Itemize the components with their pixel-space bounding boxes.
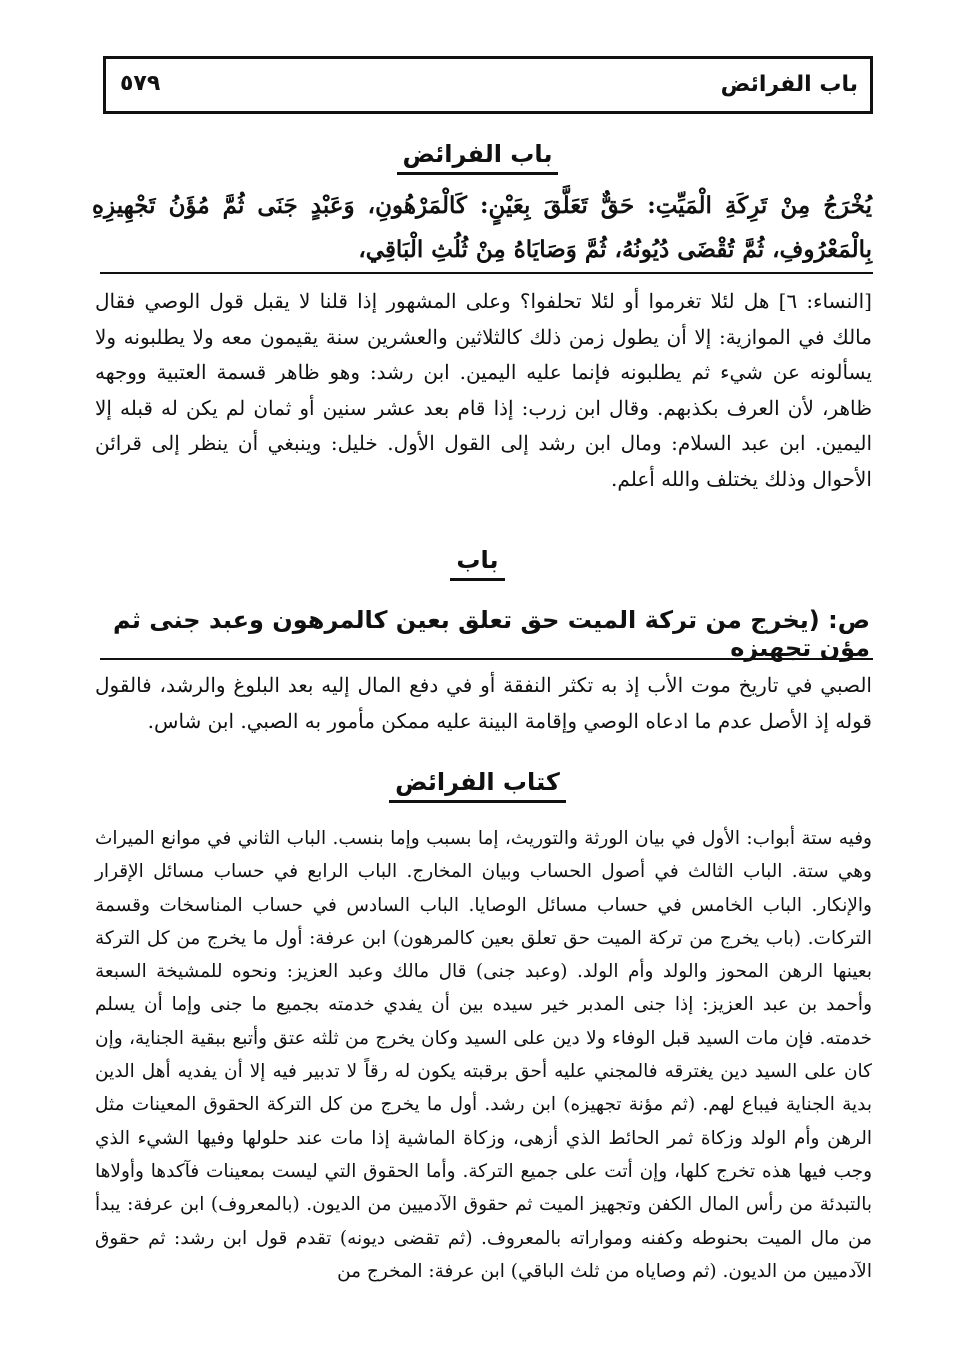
commentary-paragraph: الصبي في تاريخ موت الأب إذ به تكثر النفقة أو في دفع المال إليه بعد البلوغ والرشد، فالقول قوله إذ الأصل عدم ما ادعاه الوصي وإقامة البينة عليه ممكن مأمور به الصبي. ابن شاس. <box>95 673 872 733</box>
page-number: ٥٧٩ <box>120 71 161 96</box>
sad-matn-line: ص: (يخرج من تركة الميت حق تعلق بعين كالمرهون وعبد جنى ثم مؤن تجهيزه <box>113 606 870 662</box>
running-header-title: باب الفرائض <box>720 72 858 97</box>
section-heading-text: كتاب الفرائض <box>389 768 566 803</box>
running-header <box>103 56 873 114</box>
commentary-paragraph: [النساء: ٦] هل لئلا تغرموا أو لئلا تحلفوا؟ وعلى المشهور إذا قلنا لا يقبل قول الوصي فقال مالك في الموازية: إلا أن يطول زمن ذلك كالثلاثين والعشرين سنة يقيمون معه ولا يطلبونه ولا يسألونه عن شيء ثم يطلبونه فإنما عليه اليمين. ابن رشد: وهو ظاهر قسمة العتبية ووجهه ظاهر، لأن العرف بكذبهم. وقال ابن زرب: إذا قام بعد عشر سنين أو ثمان لم يكن له قبله إلا اليمين. ابن عبد السلام: ومال ابن رشد إلى القول الأول. خليل: وينبغي أن ينظر إلى قرائن الأحوال وذلك يختلف والله أعلم. <box>95 289 872 491</box>
section-heading-text: باب <box>450 546 504 581</box>
section-heading-text: باب الفرائض <box>397 140 559 175</box>
body-paragraph: وفيه ستة أبواب: الأول في بيان الورثة والتوريث، إما بسبب وإما بنسب. الباب الثاني في موانع الميراث وهي ستة. الباب الثالث في أصول الحساب وبيان المخارج. الباب الرابع في حساب مسائل الإقرار والإنكار. الباب الخامس في حساب مسائل الوصايا. الباب السادس في حساب المناسخات وقسمة التركات. (باب يخرج من تركة الميت حق تعلق بعين كالمرهون) ابن عرفة: أول ما يخرج من كل التركة بعينها الرهن المحوز والولد وأم الولد. (وعبد جنى) قال مالك وعبد العزيز: ونحوه للمشيخة السبعة وأحمد بن عبد العزيز: إذا جنى المدبر خير سيده بين أن يفدي خدمته بجميع ما جنى وإما أن يسلم خدمته. فإن مات السيد قبل الوفاء ولا دين على السيد وكان يخرج من ثلثه عتق وأتبع ببقية الجناية، وإن كان على السيد دين يغترقه فالمجني عليه أحق برقبته يكون له رقاً لا تدبير فيه إلا أن يفديه أهل الدين بدية الجناية فيباع لهم. (ثم مؤنة تجهيزه) ابن رشد. أول ما يخرج من كل التركة الحقوق المعينات مثل الرهن وأم الولد وزكاة ثمر الحائط الذي أزهى، وزكاة الماشية إذا مات عند حلولها وفيها الشيء الذي وجب فيها هذه تخرج كلها، وإن أتت على جميع التركة. وأما الحقوق التي ليست بمعينات فآكدها وأولاها بالتبدئة من رأس المال الكفن وتجهيز الميت ثم حقوق الآدميين من الديون. (بالمعروف) ابن عرفة: يبدأ من مال الميت بحنوطه وكفنه ومواراته بالمعروف. (ثم تقضى ديونه) تقدم قول ابن رشد: ثم حقوق الآدميين من الديون. (ثم وصاياه من ثلث الباقي) ابن عرفة: المخرج من <box>95 828 872 1282</box>
section-heading-bab <box>0 546 955 574</box>
section-heading-kitab-alfaraid <box>0 768 955 796</box>
matn-text: يُخْرَجُ مِنْ تَرِكَةِ الْمَيِّتِ: حَقٌّ تَعَلَّقَ بِعَيْنٍ: كَالْمَرْهُونِ، وَعَبْدٍ جَنَى ثُمَّ مُؤَنُ تَجْهِيزِهِ بِالْمَعْرُوفِ، ثُمَّ تُقْضَى دُيُونُهُ، ثُمَّ وَصَايَاهُ مِنْ ثُلُثِ الْبَاقِي، <box>92 192 872 263</box>
section-heading-bab-alfaraid <box>0 140 955 168</box>
divider-rule <box>100 658 873 660</box>
divider-rule <box>100 272 873 274</box>
